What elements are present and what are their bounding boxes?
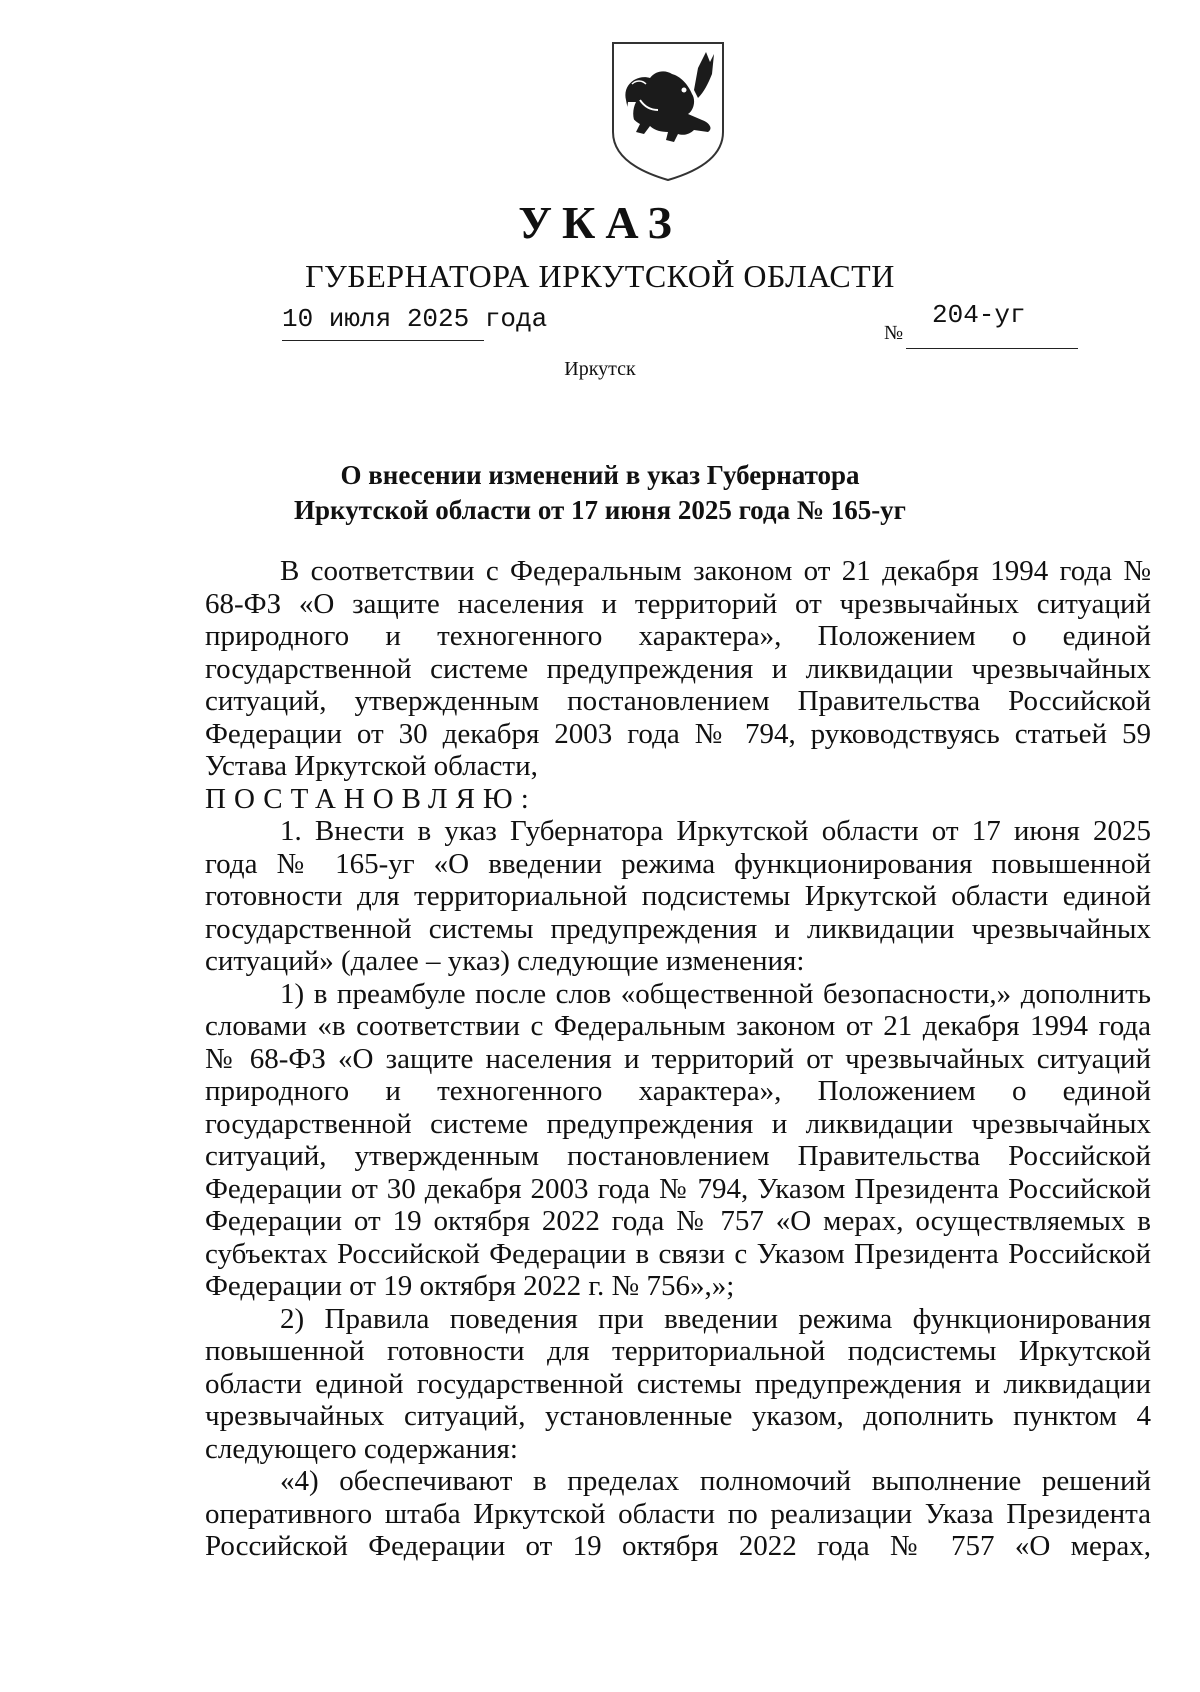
decree-number: 204-уг [932, 300, 1026, 330]
document-title-line-2: Иркутской области от 17 июня 2025 года № 165-уг [294, 495, 906, 525]
decree-word: ПОСТАНОВЛЯЮ: [205, 782, 537, 815]
number-label: № [884, 322, 904, 344]
document-title-line-1: О внесении изменений в указ Губернатора [340, 460, 860, 490]
item-1-subitem-1-paragraph: 1) в преамбуле после слов «общественной безопасности,» дополнить словами «в соответствии с Федеральным законом от 21 декабря 1994 года № 68-ФЗ «О защите населения и территорий от чрезвычайных ситуаций природного и техногенного характера», Положением о единой государственной системе предупреждения и ликвидации чрезвычайных ситуаций, утвержденным постановлением Правительства Российской Федерации от 30 декабря 2003 года № 794, Указом Президента Российской Федерации от 19 октября 2022 года № 757 «О мерах, осуществляемых в субъектах Российской Федерации в связи с Указом Президента Российской Федерации от 19 октября 2022 г. № 756»,»; [205, 977, 1151, 1302]
document-title [0, 458, 1200, 528]
document-type-heading: УКАЗ [518, 197, 682, 248]
item-1-paragraph: 1. Внести в указ Губернатора Иркутской области от 17 июня 2025 года № 165-уг «О введении режима функционирования повышенной готовности для территориальной подсистемы Иркутской области единой государственной системы предупреждения и ликвидации чрезвычайных ситуаций» (далее – указ) следующие изменения: [205, 815, 1151, 977]
quoted-item-4-paragraph: «4) обеспечивают в пределах полномочий выполнение решений оперативного штаба Иркутской области по реализации Указа Президента Российской Федерации от 19 октября 2022 года № 757 «О мерах, [205, 1465, 1151, 1562]
document-body [205, 555, 1151, 1563]
preamble-paragraph: В соответствии с Федеральным законом от 21 декабря 1994 года № 68-ФЗ «О защите населения и территорий от чрезвычайных ситуаций природного и техногенного характера», Положением о единой государственной системе предупреждения и ликвидации чрезвычайных ситуаций, утвержденным постановлением Правительства Российской Федерации от 30 декабря 2003 года № 794, руководствуясь статьей 59 Устава Иркутской области, [205, 555, 1151, 782]
issue-city: Иркутск [564, 358, 636, 380]
issuer-heading: ГУБЕРНАТОРА ИРКУТСКОЙ ОБЛАСТИ [305, 258, 895, 294]
decree-date: 10 июля 2025 года [282, 304, 484, 341]
item-1-subitem-2-paragraph: 2) Правила поведения при введении режима функционирования повышенной готовности для территориальной подсистемы Иркутской области единой государственной системы предупреждения и ликвидации чрезвычайных ситуаций, установленные указом, дополнить пунктом 4 следующего содержания: [205, 1302, 1151, 1465]
coat-of-arms-emblem [610, 40, 726, 182]
number-underline [906, 348, 1078, 349]
